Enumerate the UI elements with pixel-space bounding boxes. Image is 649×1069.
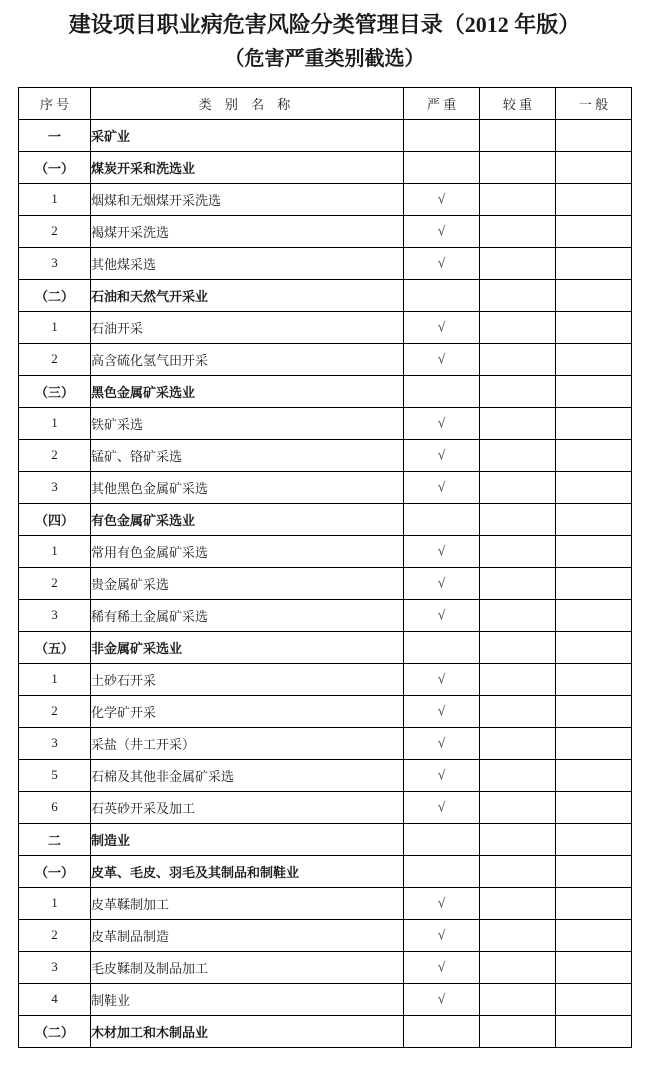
row-mark-severe: [404, 119, 480, 151]
row-mark-moderate: [480, 151, 556, 183]
row-mark-severe: [404, 503, 480, 535]
row-number: （一）: [19, 855, 91, 887]
column-header-name: 类 别 名 称: [91, 87, 404, 119]
row-number: 一: [19, 119, 91, 151]
table-row: [19, 279, 632, 311]
table-row: [19, 855, 632, 887]
row-category-name: 皮革、毛皮、羽毛及其制品和制鞋业: [91, 855, 404, 887]
row-mark-moderate: [480, 119, 556, 151]
table-row: [19, 951, 632, 983]
row-category-name: 烟煤和无烟煤开采洗选: [91, 183, 404, 215]
row-number: 2: [19, 343, 91, 375]
row-mark-moderate: [480, 951, 556, 983]
row-mark-general: [556, 247, 632, 279]
row-mark-severe: √: [404, 695, 480, 727]
row-mark-severe: √: [404, 983, 480, 1015]
row-mark-severe: √: [404, 599, 480, 631]
row-mark-general: [556, 919, 632, 951]
row-number: 1: [19, 183, 91, 215]
table-row: [19, 119, 632, 151]
table-row: [19, 439, 632, 471]
row-number: 3: [19, 727, 91, 759]
row-mark-moderate: [480, 311, 556, 343]
row-mark-moderate: [480, 567, 556, 599]
row-mark-severe: √: [404, 791, 480, 823]
row-category-name: 化学矿开采: [91, 695, 404, 727]
row-mark-moderate: [480, 471, 556, 503]
row-number: 1: [19, 887, 91, 919]
row-category-name: 有色金属矿采选业: [91, 503, 404, 535]
row-number: 3: [19, 951, 91, 983]
table-row: [19, 983, 632, 1015]
row-mark-severe: √: [404, 919, 480, 951]
row-category-name: 铁矿采选: [91, 407, 404, 439]
row-mark-general: [556, 503, 632, 535]
row-category-name: 石棉及其他非金属矿采选: [91, 759, 404, 791]
row-mark-severe: √: [404, 951, 480, 983]
table-row: [19, 567, 632, 599]
table-row: [19, 535, 632, 567]
table-row: [19, 183, 632, 215]
row-mark-general: [556, 439, 632, 471]
row-number: 2: [19, 567, 91, 599]
row-mark-severe: √: [404, 343, 480, 375]
column-header-moderate: 较 重: [480, 87, 556, 119]
table-row: [19, 759, 632, 791]
row-mark-general: [556, 183, 632, 215]
row-mark-severe: √: [404, 727, 480, 759]
row-mark-general: [556, 215, 632, 247]
row-category-name: 土砂石开采: [91, 663, 404, 695]
table-row: [19, 919, 632, 951]
row-mark-moderate: [480, 407, 556, 439]
row-category-name: 皮革鞣制加工: [91, 887, 404, 919]
row-mark-general: [556, 631, 632, 663]
row-mark-moderate: [480, 279, 556, 311]
row-category-name: 皮革制品制造: [91, 919, 404, 951]
row-number: 2: [19, 919, 91, 951]
row-mark-general: [556, 471, 632, 503]
row-mark-general: [556, 535, 632, 567]
table-row: [19, 1015, 632, 1047]
row-mark-severe: √: [404, 759, 480, 791]
row-number: 3: [19, 599, 91, 631]
row-number: 5: [19, 759, 91, 791]
row-number: 4: [19, 983, 91, 1015]
row-mark-severe: √: [404, 407, 480, 439]
row-category-name: 其他煤采选: [91, 247, 404, 279]
row-mark-severe: √: [404, 311, 480, 343]
row-mark-general: [556, 727, 632, 759]
row-number: （二）: [19, 279, 91, 311]
row-mark-moderate: [480, 919, 556, 951]
row-number: 2: [19, 695, 91, 727]
table-row: [19, 663, 632, 695]
row-mark-severe: [404, 279, 480, 311]
row-mark-moderate: [480, 439, 556, 471]
row-mark-moderate: [480, 215, 556, 247]
row-mark-general: [556, 151, 632, 183]
row-mark-severe: √: [404, 439, 480, 471]
table-header: [19, 87, 632, 119]
row-mark-severe: √: [404, 471, 480, 503]
row-category-name: 其他黑色金属矿采选: [91, 471, 404, 503]
row-number: 6: [19, 791, 91, 823]
row-mark-general: [556, 887, 632, 919]
row-mark-severe: √: [404, 247, 480, 279]
row-mark-moderate: [480, 663, 556, 695]
row-mark-moderate: [480, 631, 556, 663]
row-mark-severe: [404, 151, 480, 183]
column-header-severe: 严 重: [404, 87, 480, 119]
row-number: 2: [19, 439, 91, 471]
row-mark-severe: √: [404, 215, 480, 247]
table-row: [19, 343, 632, 375]
row-category-name: 石英砂开采及加工: [91, 791, 404, 823]
row-mark-moderate: [480, 695, 556, 727]
row-mark-moderate: [480, 375, 556, 407]
row-number: 1: [19, 407, 91, 439]
row-category-name: 贵金属矿采选: [91, 567, 404, 599]
row-category-name: 毛皮鞣制及制品加工: [91, 951, 404, 983]
table-row: [19, 791, 632, 823]
row-number: （一）: [19, 151, 91, 183]
row-number: 3: [19, 247, 91, 279]
row-category-name: 木材加工和木制品业: [91, 1015, 404, 1047]
row-mark-moderate: [480, 247, 556, 279]
row-mark-severe: [404, 375, 480, 407]
row-mark-severe: √: [404, 663, 480, 695]
table-row: [19, 727, 632, 759]
table-row: [19, 471, 632, 503]
row-category-name: 石油开采: [91, 311, 404, 343]
classification-table: [18, 87, 632, 1048]
row-category-name: 稀有稀土金属矿采选: [91, 599, 404, 631]
row-mark-moderate: [480, 855, 556, 887]
row-category-name: 褐煤开采洗选: [91, 215, 404, 247]
row-mark-moderate: [480, 1015, 556, 1047]
row-mark-moderate: [480, 183, 556, 215]
table-row: [19, 151, 632, 183]
row-mark-moderate: [480, 887, 556, 919]
table-row: [19, 695, 632, 727]
column-header-no: 序 号: [19, 87, 91, 119]
table-row: [19, 215, 632, 247]
row-category-name: 采矿业: [91, 119, 404, 151]
table-header-row: [19, 87, 632, 119]
row-mark-severe: √: [404, 535, 480, 567]
row-mark-general: [556, 983, 632, 1015]
row-mark-moderate: [480, 759, 556, 791]
row-mark-general: [556, 407, 632, 439]
row-mark-severe: [404, 823, 480, 855]
table-row: [19, 247, 632, 279]
row-number: （四）: [19, 503, 91, 535]
row-mark-general: [556, 951, 632, 983]
table-row: [19, 599, 632, 631]
row-category-name: 非金属矿采选业: [91, 631, 404, 663]
row-mark-general: [556, 1015, 632, 1047]
row-mark-moderate: [480, 503, 556, 535]
page-subtitle: （危害严重类别截选）: [224, 47, 425, 70]
row-category-name: 制造业: [91, 823, 404, 855]
row-number: 1: [19, 311, 91, 343]
row-mark-general: [556, 343, 632, 375]
row-mark-general: [556, 823, 632, 855]
row-number: 1: [19, 535, 91, 567]
row-mark-general: [556, 759, 632, 791]
table-row: [19, 631, 632, 663]
column-header-general: 一 般: [556, 87, 632, 119]
row-mark-moderate: [480, 535, 556, 567]
row-category-name: 石油和天然气开采业: [91, 279, 404, 311]
row-category-name: 高含硫化氢气田开采: [91, 343, 404, 375]
table-row: [19, 311, 632, 343]
row-mark-general: [556, 791, 632, 823]
row-mark-severe: √: [404, 183, 480, 215]
row-number: 1: [19, 663, 91, 695]
row-mark-general: [556, 599, 632, 631]
row-mark-severe: √: [404, 887, 480, 919]
row-mark-moderate: [480, 983, 556, 1015]
row-mark-general: [556, 279, 632, 311]
row-mark-general: [556, 663, 632, 695]
table-row: [19, 823, 632, 855]
row-mark-moderate: [480, 823, 556, 855]
row-number: 二: [19, 823, 91, 855]
page-title: 建设项目职业病危害风险分类管理目录（2012 年版）: [68, 12, 581, 37]
row-mark-moderate: [480, 599, 556, 631]
row-category-name: 采盐（井工开采）: [91, 727, 404, 759]
table-row: [19, 407, 632, 439]
row-mark-general: [556, 855, 632, 887]
row-category-name: 煤炭开采和洗选业: [91, 151, 404, 183]
row-category-name: 锰矿、铬矿采选: [91, 439, 404, 471]
row-mark-general: [556, 311, 632, 343]
row-mark-severe: [404, 631, 480, 663]
row-category-name: 常用有色金属矿采选: [91, 535, 404, 567]
row-number: （五）: [19, 631, 91, 663]
table-row: [19, 375, 632, 407]
row-mark-severe: [404, 1015, 480, 1047]
table-body: [19, 119, 632, 1047]
row-number: 2: [19, 215, 91, 247]
row-mark-general: [556, 375, 632, 407]
row-mark-general: [556, 695, 632, 727]
row-category-name: 制鞋业: [91, 983, 404, 1015]
row-mark-severe: √: [404, 567, 480, 599]
row-mark-general: [556, 119, 632, 151]
row-mark-general: [556, 567, 632, 599]
table-row: [19, 503, 632, 535]
row-mark-moderate: [480, 343, 556, 375]
row-number: 3: [19, 471, 91, 503]
table-row: [19, 887, 632, 919]
row-mark-moderate: [480, 791, 556, 823]
row-mark-moderate: [480, 727, 556, 759]
row-number: （三）: [19, 375, 91, 407]
row-mark-severe: [404, 855, 480, 887]
row-number: （二）: [19, 1015, 91, 1047]
row-category-name: 黑色金属矿采选业: [91, 375, 404, 407]
